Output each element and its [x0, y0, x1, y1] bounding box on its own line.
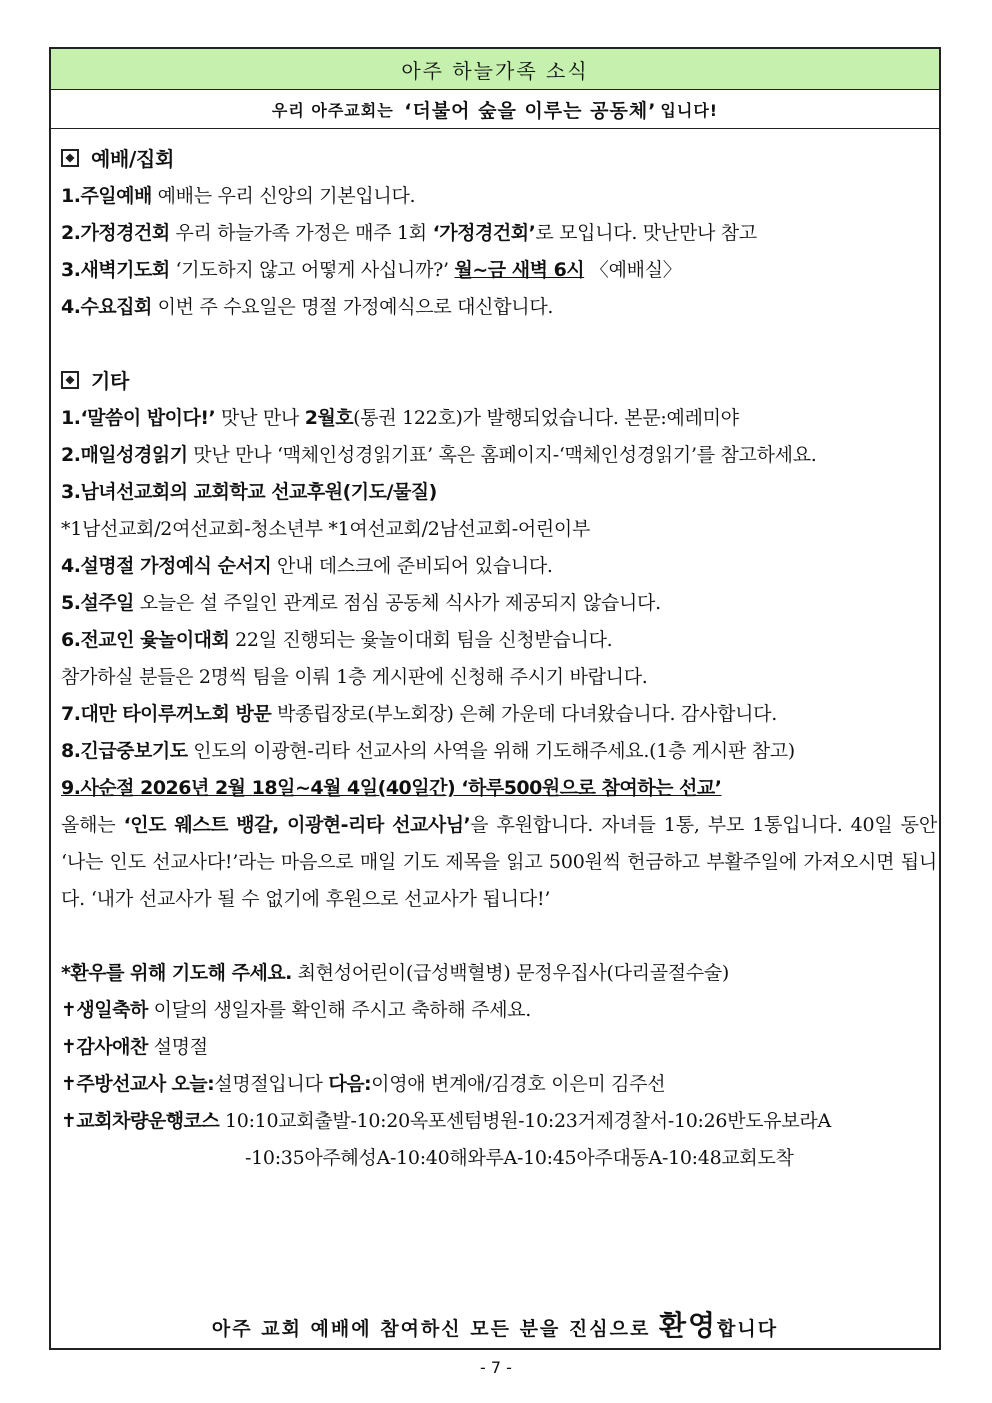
notice-label: ✝주방선교사 [61, 1073, 166, 1095]
notice-label: ✝감사애찬 [61, 1036, 148, 1058]
spacer [61, 918, 935, 955]
item-text: 안내 데스크에 준비되어 있습니다. [271, 555, 553, 577]
etc-item [61, 770, 935, 807]
item-tail: (통권 122호)가 발행되었습니다. 본문:예레미야 [353, 407, 739, 429]
page-number: - 7 - [480, 1358, 512, 1377]
etc-item-note: *1남선교회/2여선교회-청소년부 *1여선교회/2남선교회-어린이부 [61, 518, 591, 540]
etc-item [61, 400, 935, 437]
subtitle-post: 입니다! [660, 100, 719, 120]
item-label: 5.설주일 [61, 592, 135, 614]
para-bold: ‘인도 웨스트 뱅갈, 이광현-리타 선교사님’ [123, 814, 471, 836]
notice-label: ✝생일축하 [61, 999, 148, 1021]
item-label: 9.사순절 2026년 2월 18일~4월 4일(40일간) ‘하루500원으로 참여하는 선교’ [61, 777, 722, 799]
etc-item [61, 548, 935, 585]
worship-item [61, 215, 935, 252]
item-label: 7.대만 타이루꺼노회 방문 [61, 703, 272, 725]
notice-text: 10:10교회출발-10:20옥포센텀병원-10:23거제경찰서-10:26반도유보라A [219, 1110, 831, 1132]
item-tail: 〈예배실〉 [584, 259, 682, 281]
item-text: 예배는 우리 신앙의 기본입니다. [151, 185, 416, 207]
etc-item [61, 733, 935, 770]
notice-bold: 다음: [328, 1073, 372, 1095]
page-title [51, 49, 939, 90]
worship-item [61, 252, 935, 289]
etc-item [61, 474, 935, 511]
item-label: 8.긴급중보기도 [61, 740, 188, 762]
item-label: 2.매일성경읽기 [61, 444, 188, 466]
item-label: 6.전교인 윷놀이대회 [61, 629, 230, 651]
item-text: ‘기도하지 않고 어떻게 사십니까?’ [169, 259, 455, 281]
bulletin-frame [49, 47, 941, 1350]
welcome-big: 환영 [658, 1309, 718, 1342]
item-tail: 로 모입니다. 맛난만나 참고 [535, 222, 757, 244]
item-bold: ‘가정경건회’ [432, 222, 536, 244]
section-worship-heading [61, 141, 935, 178]
notice-label: ✝교회차량운행코스 [61, 1110, 220, 1132]
item-text: 이번 주 수요일은 명절 가정예식으로 대신합니다. [151, 296, 554, 318]
spacer [61, 326, 935, 363]
etc-item [61, 622, 935, 659]
notice-text: 설명절 [147, 1036, 208, 1058]
section-heading-text: 기타 [91, 369, 130, 393]
item-text: 인도의 이광현-리타 선교사의 사역을 위해 기도해주세요.(1층 게시판 참고) [187, 740, 795, 762]
notice-item [61, 1029, 935, 1066]
notice-item [61, 1066, 935, 1103]
item-text: 박종립장로(부노회장) 은혜 가운데 다녀왔습니다. 감사합니다. [271, 703, 777, 725]
notice-text: 이영애 변계애/김경호 이은미 김주선 [371, 1073, 666, 1095]
worship-item [61, 178, 935, 215]
item-text: 맛난 만나 [215, 407, 305, 429]
para-pre: 올해는 [61, 814, 124, 836]
item-text: 22일 진행되는 윷놀이대회 팀을 신청받습니다. [229, 629, 613, 651]
item-bold: 2월호 [304, 407, 354, 429]
item-label: 2.가정경건회 [61, 222, 170, 244]
worship-item [61, 289, 935, 326]
etc-item [61, 437, 935, 474]
page-subtitle [51, 90, 939, 129]
welcome-post: 합니다 [717, 1318, 779, 1340]
section-etc-heading [61, 363, 935, 400]
lent-mission-paragraph [61, 807, 937, 918]
item-label: 4.수요집회 [61, 296, 152, 318]
section-heading-text: 예배/집회 [91, 147, 175, 171]
item-label: 1.‘말씀이 밥이다!’ [61, 407, 216, 429]
para-post: 을 후원합니다. 자녀들 1통, 부모 1통입니다. 40일 동안 ‘나는 인도 선교사다!’라는 마음으로 매일 기도 제목을 읽고 500원씩 헌금하고 부활주일에 가져오시면 됩니다. ‘내가 선교사가 될 수 없기에 후원으로 선교사가 됩니다!’ [61, 814, 937, 910]
item-label: 1.주일예배 [61, 185, 152, 207]
item-label: 4.설명절 가정예식 순서지 [61, 555, 272, 577]
content-area [61, 141, 935, 1177]
notice-item [61, 955, 935, 992]
notice-item [61, 992, 935, 1029]
checkbox-diamond-icon [61, 371, 79, 389]
notice-text: 설명절입니다 [214, 1073, 329, 1095]
welcome-message [51, 1304, 939, 1344]
item-text: 맛난 만나 ‘맥체인성경읽기표’ 혹은 홈페이지-‘맥체인성경읽기’를 참고하세요. [187, 444, 817, 466]
subtitle-emphasis: ‘더불어 숲을 이루는 공동체’ [404, 99, 657, 122]
etc-item [61, 585, 935, 622]
welcome-pre: 아주 교회 예배에 참여하신 모든 분을 진심으로 [211, 1318, 651, 1340]
notice-text: 이달의 생일자를 확인해 주시고 축하해 주세요. [147, 999, 532, 1021]
item-bold: 월~금 새벽 6시 [454, 259, 585, 281]
etc-item-continued: 참가하실 분들은 2명씩 팀을 이뤄 1층 게시판에 신청해 주시기 바랍니다. [61, 666, 648, 688]
item-text: 우리 하늘가족 가정은 매주 1회 [169, 222, 433, 244]
notice-item-continued: -10:35아주혜성A-10:40해와루A-10:45아주대동A-10:48교회도착 [245, 1147, 794, 1169]
item-label: 3.남녀선교회의 교회학교 선교후원(기도/물질) [61, 481, 437, 503]
etc-item [61, 696, 935, 733]
item-text: 오늘은 설 주일인 관계로 점심 공동체 식사가 제공되지 않습니다. [134, 592, 661, 614]
subtitle-pre: 우리 아주교회는 [271, 100, 394, 120]
notice-item [61, 1103, 935, 1140]
notice-label: *환우를 위해 기도해 주세요. [61, 962, 292, 984]
notice-text: 최현성어린이(급성백혈병) 문정우집사(다리골절수술) [291, 962, 730, 984]
notice-bold: 오늘: [171, 1073, 215, 1095]
item-label: 3.새벽기도회 [61, 259, 170, 281]
title-text: 아주 하늘가족 소식 [401, 58, 589, 83]
checkbox-diamond-icon [61, 149, 79, 167]
